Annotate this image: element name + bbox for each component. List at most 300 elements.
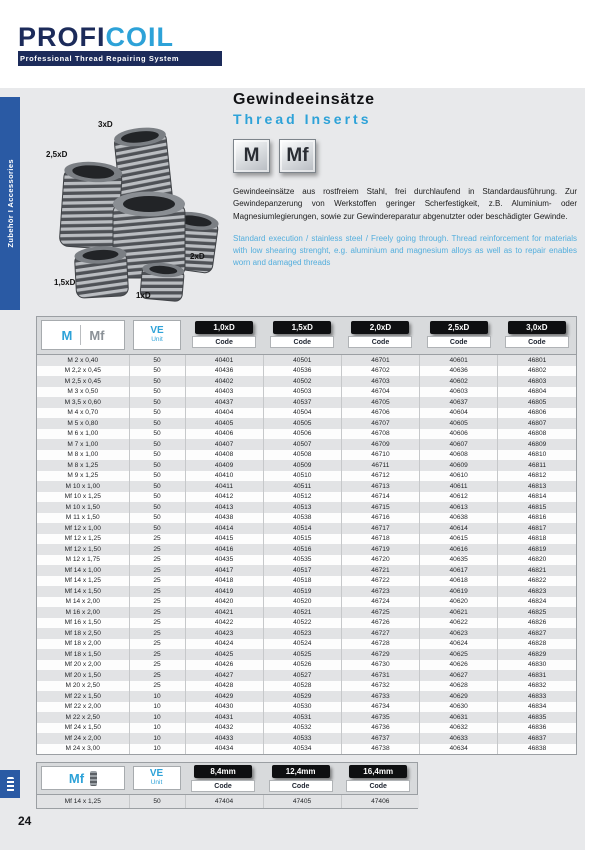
table-row — [37, 660, 576, 671]
size-cell: Mf 16 x 1,50 — [64, 619, 101, 627]
code-cell: 46804 — [498, 387, 576, 398]
code-cell: 46703 — [341, 376, 419, 387]
code-cell: 46808 — [498, 429, 576, 440]
code-cell: 40519 — [263, 586, 341, 597]
code-cell: 40505 — [263, 418, 341, 429]
table-row — [37, 597, 576, 608]
table-row — [37, 607, 576, 618]
insert-icon — [7, 777, 14, 792]
code-cell: 40606 — [420, 429, 498, 440]
code-cell: 40425 — [185, 649, 263, 660]
col-header-8-4mm — [184, 763, 262, 794]
code-cell: 40421 — [185, 607, 263, 618]
table-row — [37, 691, 576, 702]
size-cell: Mf 18 x 2,50 — [64, 629, 101, 637]
code-cell: 40627 — [420, 670, 498, 681]
code-cell: 46836 — [498, 723, 576, 734]
ve-cell: 50 — [129, 429, 185, 440]
col-header-3-0xd — [498, 317, 576, 354]
table-row — [37, 408, 576, 419]
code-cell: 46725 — [341, 607, 419, 618]
code-cell: 46821 — [498, 565, 576, 576]
table-row — [37, 702, 576, 713]
code-cell: 40527 — [263, 670, 341, 681]
code-cell: 40411 — [185, 481, 263, 492]
code-cell: 46817 — [498, 523, 576, 534]
size-cell: M 24 x 3,00 — [65, 745, 100, 753]
size-badge-1-5xd: 1,5xD — [273, 321, 331, 334]
code-cell: 40610 — [420, 471, 498, 482]
code-header: Code — [427, 336, 491, 348]
code-cell: 46711 — [341, 460, 419, 471]
product-photo — [36, 100, 232, 310]
code-cell: 40530 — [263, 702, 341, 713]
code-cell: 40602 — [420, 376, 498, 387]
ve-header-col — [129, 317, 185, 354]
ve-cell: 25 — [129, 681, 185, 692]
code-cell: 40405 — [185, 418, 263, 429]
code-cell: 40538 — [263, 513, 341, 524]
main-table-grid — [37, 355, 576, 754]
main-table-body — [37, 355, 576, 754]
ve-header-box-bottom — [133, 766, 181, 790]
code-cell: 46834 — [498, 702, 576, 713]
table-row — [37, 387, 576, 398]
code-cell: 46812 — [498, 471, 576, 482]
code-cell: 40531 — [263, 712, 341, 723]
mf-header-col — [37, 763, 129, 794]
main-table-header — [37, 317, 576, 355]
col-header-12-4mm — [262, 763, 340, 794]
code-cell: 40434 — [185, 744, 263, 755]
code-cell: 40407 — [185, 439, 263, 450]
code-cell: 40607 — [420, 439, 498, 450]
ve-cell: 50 — [129, 387, 185, 398]
photo-label-3xd: 3xD — [98, 120, 113, 129]
code-cell: 40636 — [420, 366, 498, 377]
code-header: Code — [192, 336, 256, 348]
ve-cell: 50 — [129, 418, 185, 429]
code-cell: 46714 — [341, 492, 419, 503]
code-cell: 46728 — [341, 639, 419, 650]
photo-label-25xd: 2,5xD — [46, 150, 68, 159]
ve-cell: 25 — [129, 660, 185, 671]
description-english: Standard execution / stainless steel / Freely going through. Thread reinforcement for materials with low shearing strenght, e.g. aluminium and magnesium alloys as well as to repair enables worn and damaged threads — [233, 234, 577, 268]
code-cell: 40631 — [420, 712, 498, 723]
code-cell: 40408 — [185, 450, 263, 461]
code-cell: 40427 — [185, 670, 263, 681]
sidebar-label: Zubehör I Accessories — [5, 159, 15, 248]
code-cell: 46838 — [498, 744, 576, 755]
mf-header-box — [41, 766, 125, 790]
code-cell: 46823 — [498, 586, 576, 597]
code-cell: 46736 — [341, 723, 419, 734]
code-cell: 40516 — [263, 544, 341, 555]
code-cell: 40613 — [420, 502, 498, 513]
ve-label: VE — [150, 325, 164, 336]
code-cell: 46719 — [341, 544, 419, 555]
code-cell: 40436 — [185, 366, 263, 377]
sidebar-tab-marker — [0, 770, 20, 798]
size-badge-16-4mm: 16,4mm — [349, 765, 407, 778]
code-cell: 46731 — [341, 670, 419, 681]
code-cell: 40431 — [185, 712, 263, 723]
code-cell: 40522 — [263, 618, 341, 629]
code-cell: 46737 — [341, 733, 419, 744]
code-cell: 46708 — [341, 429, 419, 440]
code-cell: 40609 — [420, 460, 498, 471]
code-cell: 46730 — [341, 660, 419, 671]
size-cell: M 6 x 1,00 — [67, 430, 99, 438]
photo-label-2xd: 2xD — [190, 252, 205, 261]
code-cell: 40406 — [185, 429, 263, 440]
photo-label-1xd: 1xD — [136, 291, 151, 300]
ve-cell: 10 — [129, 723, 185, 734]
table-row — [37, 439, 576, 450]
code-cell: 40432 — [185, 723, 263, 734]
code-cell: 40520 — [263, 597, 341, 608]
table-row — [37, 723, 576, 734]
code-cell: 40529 — [263, 691, 341, 702]
ve-cell: 10 — [129, 691, 185, 702]
code-cell: 40632 — [420, 723, 498, 734]
code-cell: 40528 — [263, 681, 341, 692]
code-cell: 46805 — [498, 397, 576, 408]
page-number: 24 — [18, 814, 32, 828]
size-cell: Mf 14 x 1,25 — [64, 798, 101, 805]
bottom-table-grid — [37, 795, 419, 808]
size-cell: M 16 x 2,00 — [65, 608, 100, 616]
size-cell: Mf 18 x 1,50 — [64, 650, 101, 658]
ve-cell: 10 — [129, 702, 185, 713]
thread-insert-icon — [90, 771, 97, 786]
col-header-1-5xd — [263, 317, 341, 354]
code-cell: 40426 — [185, 660, 263, 671]
size-cell: Mf 10 x 1,25 — [64, 493, 101, 501]
table-row — [37, 502, 576, 513]
table-row — [37, 576, 576, 587]
code-cell: 46819 — [498, 544, 576, 555]
ve-header-box — [133, 320, 181, 350]
bottom-table-header — [37, 763, 417, 795]
size-badge-1-0xd: 1,0xD — [195, 321, 253, 334]
code-cell: 46726 — [341, 618, 419, 629]
logo-text-profi: PROFI — [18, 22, 106, 52]
code-cell: 46824 — [498, 597, 576, 608]
ve-cell: 50 — [129, 471, 185, 482]
code-cell: 46830 — [498, 660, 576, 671]
badge-m: M — [233, 139, 270, 173]
code-header: Code — [269, 780, 333, 792]
code-cell: 46721 — [341, 565, 419, 576]
ve-cell: 25 — [129, 586, 185, 597]
size-cell: Mf 14 x 1,50 — [64, 587, 101, 595]
code-header: Code — [191, 780, 255, 792]
ve-cell: 50 — [129, 376, 185, 387]
code-cell: 46723 — [341, 586, 419, 597]
ve-cell: 25 — [129, 565, 185, 576]
ve-cell: 50 — [129, 481, 185, 492]
size-cell: M 12 x 1,75 — [65, 556, 100, 564]
code-cell: 40417 — [185, 565, 263, 576]
code-cell: 40424 — [185, 639, 263, 650]
code-cell: 40413 — [185, 502, 263, 513]
code-cell: 46826 — [498, 618, 576, 629]
m-mf-header-col — [37, 317, 129, 354]
code-cell: 40502 — [263, 376, 341, 387]
size-cell: M 9 x 1,25 — [67, 472, 99, 480]
code-cell: 40438 — [185, 513, 263, 524]
code-cell: 46738 — [341, 744, 419, 755]
table-row — [37, 586, 576, 597]
ve-cell: 50 — [129, 795, 185, 808]
code-cell: 40504 — [263, 408, 341, 419]
code-cell: 46801 — [498, 355, 576, 366]
mf-column-label: Mf — [68, 770, 85, 786]
ve-cell: 50 — [129, 366, 185, 377]
table-row — [37, 712, 576, 723]
code-cell: 40608 — [420, 450, 498, 461]
code-cell: 46806 — [498, 408, 576, 419]
unit-label: Unit — [151, 336, 163, 343]
code-cell: 46718 — [341, 534, 419, 545]
code-cell: 40617 — [420, 565, 498, 576]
size-cell: M 5 x 0,80 — [67, 419, 99, 427]
code-cell: 40635 — [420, 555, 498, 566]
size-cell: M 14 x 2,00 — [65, 598, 100, 606]
code-cell: 40404 — [185, 408, 263, 419]
code-cell: 40428 — [185, 681, 263, 692]
code-cell: 40629 — [420, 691, 498, 702]
code-cell: 40507 — [263, 439, 341, 450]
thread-type-badges — [233, 139, 577, 173]
code-cell: 46810 — [498, 450, 576, 461]
size-cell: Mf 12 x 1,50 — [64, 545, 101, 553]
code-cell: 46724 — [341, 597, 419, 608]
code-cell: 40401 — [185, 355, 263, 366]
code-cell: 40624 — [420, 639, 498, 650]
code-cell: 46811 — [498, 460, 576, 471]
size-cell: M 4 x 0,70 — [67, 409, 99, 417]
code-cell: 46837 — [498, 733, 576, 744]
size-cell: Mf 14 x 1,25 — [64, 577, 101, 585]
code-cell: 46829 — [498, 649, 576, 660]
size-cell: Mf 20 x 2,00 — [64, 661, 101, 669]
table-row — [37, 355, 576, 366]
table-row — [37, 376, 576, 387]
ve-header-col-bottom — [129, 763, 185, 794]
code-cell: 47406 — [341, 795, 419, 808]
table-row — [37, 429, 576, 440]
table-row — [37, 450, 576, 461]
size-cell: Mf 24 x 1,50 — [64, 724, 101, 732]
table-row — [37, 733, 576, 744]
code-cell: 40437 — [185, 397, 263, 408]
code-cell: 40512 — [263, 492, 341, 503]
code-cell: 40420 — [185, 597, 263, 608]
bottom-table — [36, 762, 418, 809]
size-cell: Mf 22 x 2,00 — [64, 703, 101, 711]
ve-cell: 50 — [129, 397, 185, 408]
ve-cell: 25 — [129, 639, 185, 650]
code-cell: 46803 — [498, 376, 576, 387]
code-cell: 46828 — [498, 639, 576, 650]
ve-cell: 10 — [129, 733, 185, 744]
code-cell: 46729 — [341, 649, 419, 660]
table-row — [37, 649, 576, 660]
code-cell: 46818 — [498, 534, 576, 545]
code-cell: 40429 — [185, 691, 263, 702]
code-cell: 40611 — [420, 481, 498, 492]
code-cell: 40634 — [420, 744, 498, 755]
code-header: Code — [270, 336, 334, 348]
code-cell: 40633 — [420, 733, 498, 744]
code-cell: 46712 — [341, 471, 419, 482]
code-cell: 46704 — [341, 387, 419, 398]
code-cell: 40534 — [263, 744, 341, 755]
code-cell: 40422 — [185, 618, 263, 629]
size-cell: Mf 20 x 1,50 — [64, 671, 101, 679]
logo-wordmark — [18, 24, 222, 50]
code-cell: 40603 — [420, 387, 498, 398]
table-row — [37, 565, 576, 576]
code-cell: 40621 — [420, 607, 498, 618]
code-cell: 40435 — [185, 555, 263, 566]
code-cell: 40523 — [263, 628, 341, 639]
code-cell: 46833 — [498, 691, 576, 702]
code-cell: 46820 — [498, 555, 576, 566]
size-cell: M 7 x 1,00 — [67, 440, 99, 448]
code-cell: 46733 — [341, 691, 419, 702]
size-cell: Mf 22 x 1,50 — [64, 692, 101, 700]
ve-cell: 50 — [129, 439, 185, 450]
table-row — [37, 670, 576, 681]
code-cell: 40515 — [263, 534, 341, 545]
ve-cell: 25 — [129, 628, 185, 639]
code-cell: 40525 — [263, 649, 341, 660]
code-cell: 46814 — [498, 492, 576, 503]
code-cell: 40409 — [185, 460, 263, 471]
code-cell: 40514 — [263, 523, 341, 534]
size-cell: M 10 x 1,50 — [65, 503, 100, 511]
size-badge-12-4mm: 12,4mm — [272, 765, 330, 778]
header-divider — [80, 325, 81, 345]
code-cell: 40506 — [263, 429, 341, 440]
code-cell: 40623 — [420, 628, 498, 639]
size-badge-8-4mm: 8,4mm — [194, 765, 252, 778]
ve-cell: 25 — [129, 618, 185, 629]
size-cell: Mf 12 x 1,25 — [64, 535, 101, 543]
ve-cell: 25 — [129, 544, 185, 555]
size-cell: M 8 x 1,00 — [67, 451, 99, 459]
table-row — [37, 523, 576, 534]
size-cell: M 3 x 0,50 — [67, 388, 99, 396]
code-cell: 40414 — [185, 523, 263, 534]
code-cell: 40637 — [420, 397, 498, 408]
size-cell: M 11 x 1,50 — [65, 514, 100, 522]
table-row — [37, 628, 576, 639]
bottom-table-body — [37, 795, 419, 808]
table-row — [37, 460, 576, 471]
code-cell: 40604 — [420, 408, 498, 419]
code-cell: 40423 — [185, 628, 263, 639]
table-row — [37, 366, 576, 377]
code-cell: 40433 — [185, 733, 263, 744]
code-cell: 46802 — [498, 366, 576, 377]
code-cell: 46702 — [341, 366, 419, 377]
size-badge-3-0xd: 3,0xD — [508, 321, 566, 334]
size-cell: M 2 x 0,40 — [67, 356, 99, 364]
code-cell: 40630 — [420, 702, 498, 713]
code-cell: 46716 — [341, 513, 419, 524]
code-cell: 46717 — [341, 523, 419, 534]
code-cell: 40537 — [263, 397, 341, 408]
ve-cell: 50 — [129, 460, 185, 471]
code-cell: 40402 — [185, 376, 263, 387]
intro-section — [233, 91, 577, 269]
ve-cell: 50 — [129, 492, 185, 503]
table-row — [37, 744, 576, 755]
table-row — [37, 397, 576, 408]
ve-cell: 50 — [129, 502, 185, 513]
code-cell: 40503 — [263, 387, 341, 398]
ve-cell: 25 — [129, 576, 185, 587]
code-cell: 46710 — [341, 450, 419, 461]
code-cell: 40626 — [420, 660, 498, 671]
code-cell: 40416 — [185, 544, 263, 555]
code-cell: 40510 — [263, 471, 341, 482]
code-cell: 40628 — [420, 681, 498, 692]
code-cell: 40614 — [420, 523, 498, 534]
size-badge-2-0xd: 2,0xD — [351, 321, 409, 334]
table-row — [37, 418, 576, 429]
code-cell: 46715 — [341, 502, 419, 513]
table-row — [37, 681, 576, 692]
col-header-1-0xd — [185, 317, 263, 354]
code-cell: 40518 — [263, 576, 341, 587]
code-cell: 40620 — [420, 597, 498, 608]
ve-label: VE — [149, 768, 164, 779]
ve-cell: 25 — [129, 555, 185, 566]
ve-cell: 25 — [129, 607, 185, 618]
code-cell: 40419 — [185, 586, 263, 597]
size-cell: M 8 x 1,25 — [67, 461, 99, 469]
description-german: Gewindeeinsätze aus rostfreiem Stahl, frei durchlaufend in Standardausführung. Zur Gewindepanzerung von Werkstoffen geringer Scherfestigkeit, z.B. Aluminium- oder Magnesiumlegierungen, sowie zur Gewindereparatur abgenutzter oder beschädigter Gewinde. — [233, 187, 577, 221]
code-cell: 46832 — [498, 681, 576, 692]
code-header: Code — [346, 780, 410, 792]
code-cell: 46734 — [341, 702, 419, 713]
code-cell: 40521 — [263, 607, 341, 618]
ve-cell: 25 — [129, 534, 185, 545]
table-row — [37, 555, 576, 566]
ve-cell: 10 — [129, 744, 185, 755]
m-mf-header-box — [41, 320, 125, 350]
code-cell: 40601 — [420, 355, 498, 366]
page-title-en: Thread Inserts — [233, 111, 372, 127]
logo-text-coil: COIL — [105, 22, 175, 52]
size-badge-2-5xd: 2,5xD — [430, 321, 488, 334]
col-header-2-0xd — [341, 317, 419, 354]
code-cell: 46809 — [498, 439, 576, 450]
code-cell: 40410 — [185, 471, 263, 482]
code-cell: 40511 — [263, 481, 341, 492]
code-cell: 46706 — [341, 408, 419, 419]
code-cell: 46816 — [498, 513, 576, 524]
code-cell: 40532 — [263, 723, 341, 734]
col-header-16-4mm — [339, 763, 417, 794]
unit-label: Unit — [150, 779, 163, 786]
code-cell: 40605 — [420, 418, 498, 429]
